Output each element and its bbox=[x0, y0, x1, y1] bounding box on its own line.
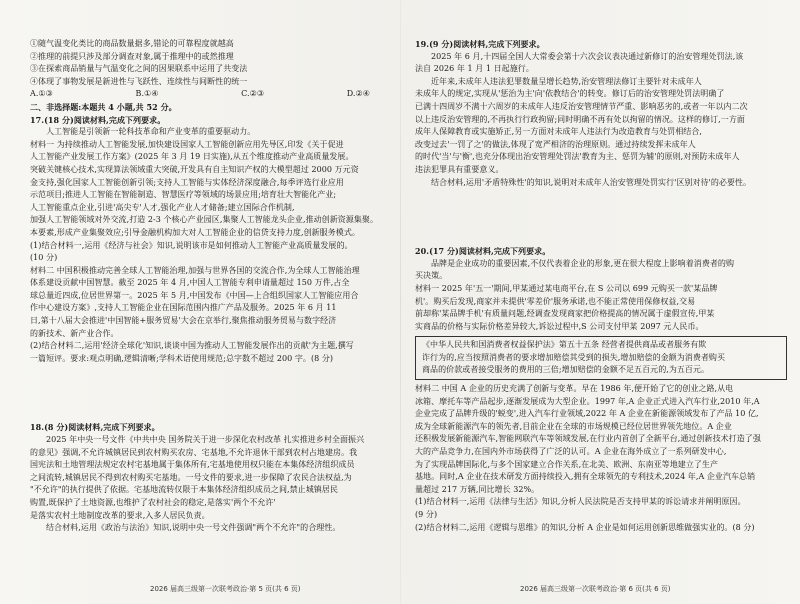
q20-sub1: (1)结合材料一,运用《法律与生活》知识,分析人民法院是否支持甲某的诉讼请求并阐明原因。 bbox=[415, 497, 746, 507]
left-page bbox=[30, 38, 400, 604]
q17-m2-line: 的新技术、新产业合作。 bbox=[30, 328, 119, 338]
q19-line: 改变过去'一罚了之'的做法,体现了宽严相济的治理原则。通过持续发挥未成年人 bbox=[415, 139, 696, 149]
choice-b: B.①④ bbox=[135, 89, 159, 99]
q17-m1-line: 加强人工智能领域对外交流,打造 2-3 个核心产业园区,集聚人工智能龙头企业,推动创新资源集聚。 bbox=[30, 215, 378, 225]
q17-heading: 17.(18 分)阅读材料,完成下列要求。 bbox=[30, 114, 166, 125]
q20-sub1-score: (9 分) bbox=[415, 510, 438, 519]
q19-heading: 19.(9 分)阅读材料,完成下列要求。 bbox=[415, 39, 545, 49]
q18-line: "不允许"的执行提供了依据。宅基地流转仅限于本集体经济组织成员之间,禁止城镇居民 bbox=[30, 485, 338, 495]
q19-line: 法自 2026 年 1 月 1 日起施行。 bbox=[415, 64, 534, 74]
law-excerpt-line: 商品的价款或者接受服务的费用的三倍;增加赔偿的金额不足五百元的,为五百元。 bbox=[422, 365, 710, 375]
q17-m1-line: 金支持,强化国家人工智能创新引领;支持人工智能与实体经济深度融合,每季评选行业应用 bbox=[30, 177, 344, 187]
q17-m2-line: 日,第十八届大会推进'中国智能+服务贸易'大会在京举行,聚焦推动服务贸易与数字经济 bbox=[30, 316, 337, 326]
q18-question: 结合材料,运用《政治与法治》知识,说明中央一号文件强调"两个不允许"的合理性。 bbox=[46, 523, 341, 533]
q20-m2-line: 为了实现品牌国际化,与多个国家建立合作关系,在北美、欧洲、东南亚等地建立了生产 bbox=[415, 459, 719, 469]
q20-heading: 20.(17 分)阅读材料,完成下列要求。 bbox=[415, 246, 551, 257]
q17-m1-line: 突破关键核心技术,实现算法领域重大突破,开发具有自主知识产权的大模型超过 2000 万元资 bbox=[30, 164, 359, 174]
answer-space bbox=[30, 365, 400, 421]
law-excerpt-line: 诈行为的,应当按照消费者的要求增加赔偿其受到的损失,增加赔偿的金额为消费者购买 bbox=[422, 352, 726, 362]
q19-line: 的时代'当'与'衡',也充分体现出治安管理处罚法'教育为主、惩罚为辅'的原则,对预防未成年人 bbox=[415, 152, 740, 162]
law-excerpt-box bbox=[415, 336, 787, 380]
mc-choices bbox=[30, 88, 400, 101]
q20-m1-line: 材料一 2025 年'五一'期间,甲某通过某电商平台,在 S 公司以 699 元购买一款'某品牌 bbox=[415, 283, 718, 293]
page-gutter bbox=[400, 0, 401, 604]
choice-a: A.①③ bbox=[30, 89, 53, 99]
q20-m1-line: 机'。购买后发现,商家并未提供'零差价'服务承诺,也不能正常使用保修权益,交易 bbox=[415, 296, 696, 306]
section-title: 二、非选择题:本题共 4 小题,共 52 分。 bbox=[30, 101, 177, 112]
q20-intro: 品牌是企业成功的重要因素,不仅代表着企业的形象,更在很大程度上影响着消费者的购 bbox=[431, 258, 735, 268]
mc-option: ③在探索商品销量与气温变化之间的因果联系中运用了共变法 bbox=[30, 64, 248, 74]
q20-m2-line: 材料二 中国 A 企业的历史充满了创新与变革。早在 1986 年,便开始了它的创业之路,从电 bbox=[415, 384, 734, 394]
choice-c: C.②③ bbox=[241, 89, 265, 99]
q17-m1-line: 人工智能产业发展工作方案》(2025 年 3 月 19 日实施),从五个维度推动产业高质量发展。 bbox=[30, 152, 354, 162]
q20-m2-line: 冰箱、摩托车等产品起步,逐渐发展成为大型企业。1997 年,A 企业正式进入汽车行业,2010 年,A bbox=[415, 396, 760, 406]
q18-line: 2025 年中央一号文件《中共中央 国务院关于进一步深化农村改革 扎实推进乡村全面振兴 bbox=[46, 435, 365, 445]
q19-line: 未成年人的规定,实现从'惩治为主'向'依教结合'的转变。修订后的治安管理处罚法明确了 bbox=[415, 89, 725, 99]
q20-m2-line: 大的产品竞争力,在国内外市场获得了广泛的认可。A 企业在海外成立了一系列研发中心, bbox=[415, 447, 727, 457]
q17-m1-line: 示范项目;推进人工智能在智能制造、智慧医疗等领域的场景应用;培育壮大智能化产业; bbox=[30, 190, 337, 200]
q18-heading: 18.(8 分)阅读材料,完成下列要求。 bbox=[30, 422, 160, 433]
mc-option: ①随气温变化类比的商品数量据多,错论的可靠程度就越高 bbox=[30, 39, 234, 48]
left-footer: 2026 届高三级第一次联考政治·第 5 页(共 6 页) bbox=[150, 585, 301, 593]
answer-space bbox=[415, 189, 787, 245]
q17-m2-line: 材料二 中国积极推动完善全球人工智能治理,加强与世界各国的交流合作,为全球人工智能治理 bbox=[30, 265, 360, 275]
q19-line: 已满十四周岁不满十六周岁的未成年人违反治安管理情节严重、影响恶劣的,或者一年以内二次 bbox=[415, 101, 748, 111]
q17-sub1-score: (10 分) bbox=[30, 253, 58, 263]
q19-line: 成年人保障教育或实施矫正,另一方面对未成年人违法行为改造教育与处罚相结合, bbox=[415, 127, 702, 137]
q18-line: 的意见》强调,不允许城镇居民到农村购买农房、宅基地,不允许退休干部到农村占地建房。我 bbox=[30, 447, 358, 457]
q20-m2-line: 量超过 217 万辆,同比增长 32%。 bbox=[415, 484, 540, 494]
q18-line: 之间流转,城镇居民不得到农村购买宅基地。一号文件的要求,进一步保障了农民合法权益,为 bbox=[30, 472, 352, 482]
q17-intro: 人工智能是引领新一轮科技革命和产业变革的重要驱动力。 bbox=[46, 127, 256, 137]
q17-sub2-cont: 一篇短评。要求:观点明确,逻辑清晰;学科术语使用规范;总字数不超过 200 字。(8 分) bbox=[30, 353, 334, 363]
q18-line: 购置,既保护了土地资源,也维护了农村社会的稳定,是落实'两个不允许' bbox=[30, 498, 276, 507]
q19-question: 结合材料,运用'矛盾特殊性'的知识,说明对未成年人治安管理处罚实行'区别对待'的必要性。 bbox=[431, 177, 752, 187]
q17-m1-line: 材料一 为持续推动人工智能发展,加快建设国家人工智能创新应用先导区,印发《关于促进 bbox=[30, 139, 344, 149]
right-footer: 2026 届高三级第一次联考政治·第 6 页(共 6 页) bbox=[520, 585, 671, 593]
q17-m2-line: 体系建设贡献中国智慧。截至 2025 年 4 月,中国人工智能专利申请量超过 150 万件,占全 bbox=[30, 278, 350, 288]
q19-line: 以上违反治安管理的,不再执行行政拘留;同时明确不再有处以拘留的情况。这样的修订,一方面 bbox=[415, 114, 745, 124]
q19-line: 近年来,未成年人违法犯罪数量呈增长趋势,治安管理法修订主要针对未成年人 bbox=[431, 76, 702, 86]
q20-m1-line: 实商品的价格与实际价格差异较大,诉讼过程中,S 公司支付甲某 2097 元人民币。 bbox=[415, 321, 704, 331]
mc-option: ②推理的前提只涉及部分调查对象,属于推理中的或然推理 bbox=[30, 51, 234, 61]
q17-sub1: (1)结合材料一,运用《经济与社会》知识,说明该市是如何推动人工智能产业高质量发展的。 bbox=[30, 240, 353, 250]
q19-line: 2025 年 6 月,十四届全国人大常委会第十六次会议表决通过新修订的治安管理处罚法,该 bbox=[431, 51, 744, 61]
q18-line: 是落实农村土地制度改革的要求,入多人居民负责。 bbox=[30, 510, 210, 520]
q20-sub2: (2)结合材料二,运用《逻辑与思维》的知识,分析 A 企业是如何运用创新思维做强实业的。(8 分) bbox=[415, 522, 755, 532]
q18-line: 国宪法和土地管理法规定农村宅基地属于集体所有,宅基地使用权只能在本集体经济组织成员 bbox=[30, 460, 355, 470]
q20-m2-line: 还积极发展新能源汽车,智能网联汽车等领域发展,在行业内首创了全新平台,通过创新技术打造了强 bbox=[415, 434, 761, 444]
q19-line: 违法犯罪具有重要意义。 bbox=[415, 164, 504, 174]
q20-m1-line: 前却称'某品牌手机'有质量问题,经调查发现商家把价格提高的情况属于虚假宣传,甲某 bbox=[415, 309, 715, 319]
q17-m1-line: 人工智能重点企业,引进'高尖专'人才,强化产业人才储备;建立国际合作机制, bbox=[30, 202, 295, 212]
right-page bbox=[415, 38, 787, 604]
choice-d: D.②④ bbox=[346, 89, 370, 99]
q20-m2-line: 企业完成了品牌升级的'蜕变',进入汽车行业领域,2022 年 A 企业在新能源领域发布了产品 10 亿, bbox=[415, 409, 759, 419]
q17-m2-line: 球总量近四成,位居世界第一。2025 年 5 月,中国发布《中国—上合组织国家人工智能应用合 bbox=[30, 290, 359, 300]
q17-m1-line: 本要素,形成产业集聚效应;引导金融机构加大对人工智能企业的信贷支持力度,创新服务模式。 bbox=[30, 227, 360, 237]
law-excerpt-title: 《中华人民共和国消费者权益保护法》第五十五条 经营者提供商品或者服务有欺 bbox=[422, 340, 707, 350]
q20-m2-line: 成为全球新能源汽车的领先者,目前企业在全球的市场规模已经位居世界领先地位。A 企业 bbox=[415, 421, 732, 431]
q20-intro-cont: 买决策。 bbox=[415, 271, 448, 281]
mc-option: ④体现了事物发展是新进性与飞跃性、连续性与间断性的统一 bbox=[30, 76, 248, 86]
q17-m2-line: 作中心建设方案》,支持人工智能企业在国际范围内推广产品及服务。2025 年 6 月 11 bbox=[30, 303, 337, 313]
q17-sub2: (2)结合材料二,运用'经济全球化'知识,谈谈中国为推动人工智能发展作出的贡献'为主题,撰写 bbox=[30, 341, 354, 351]
q20-m2-line: 基地。同时,A 企业在技术研发方面持续投入,拥有全球领先的专利技术,2024 年,A 企业汽车总销 bbox=[415, 472, 756, 482]
